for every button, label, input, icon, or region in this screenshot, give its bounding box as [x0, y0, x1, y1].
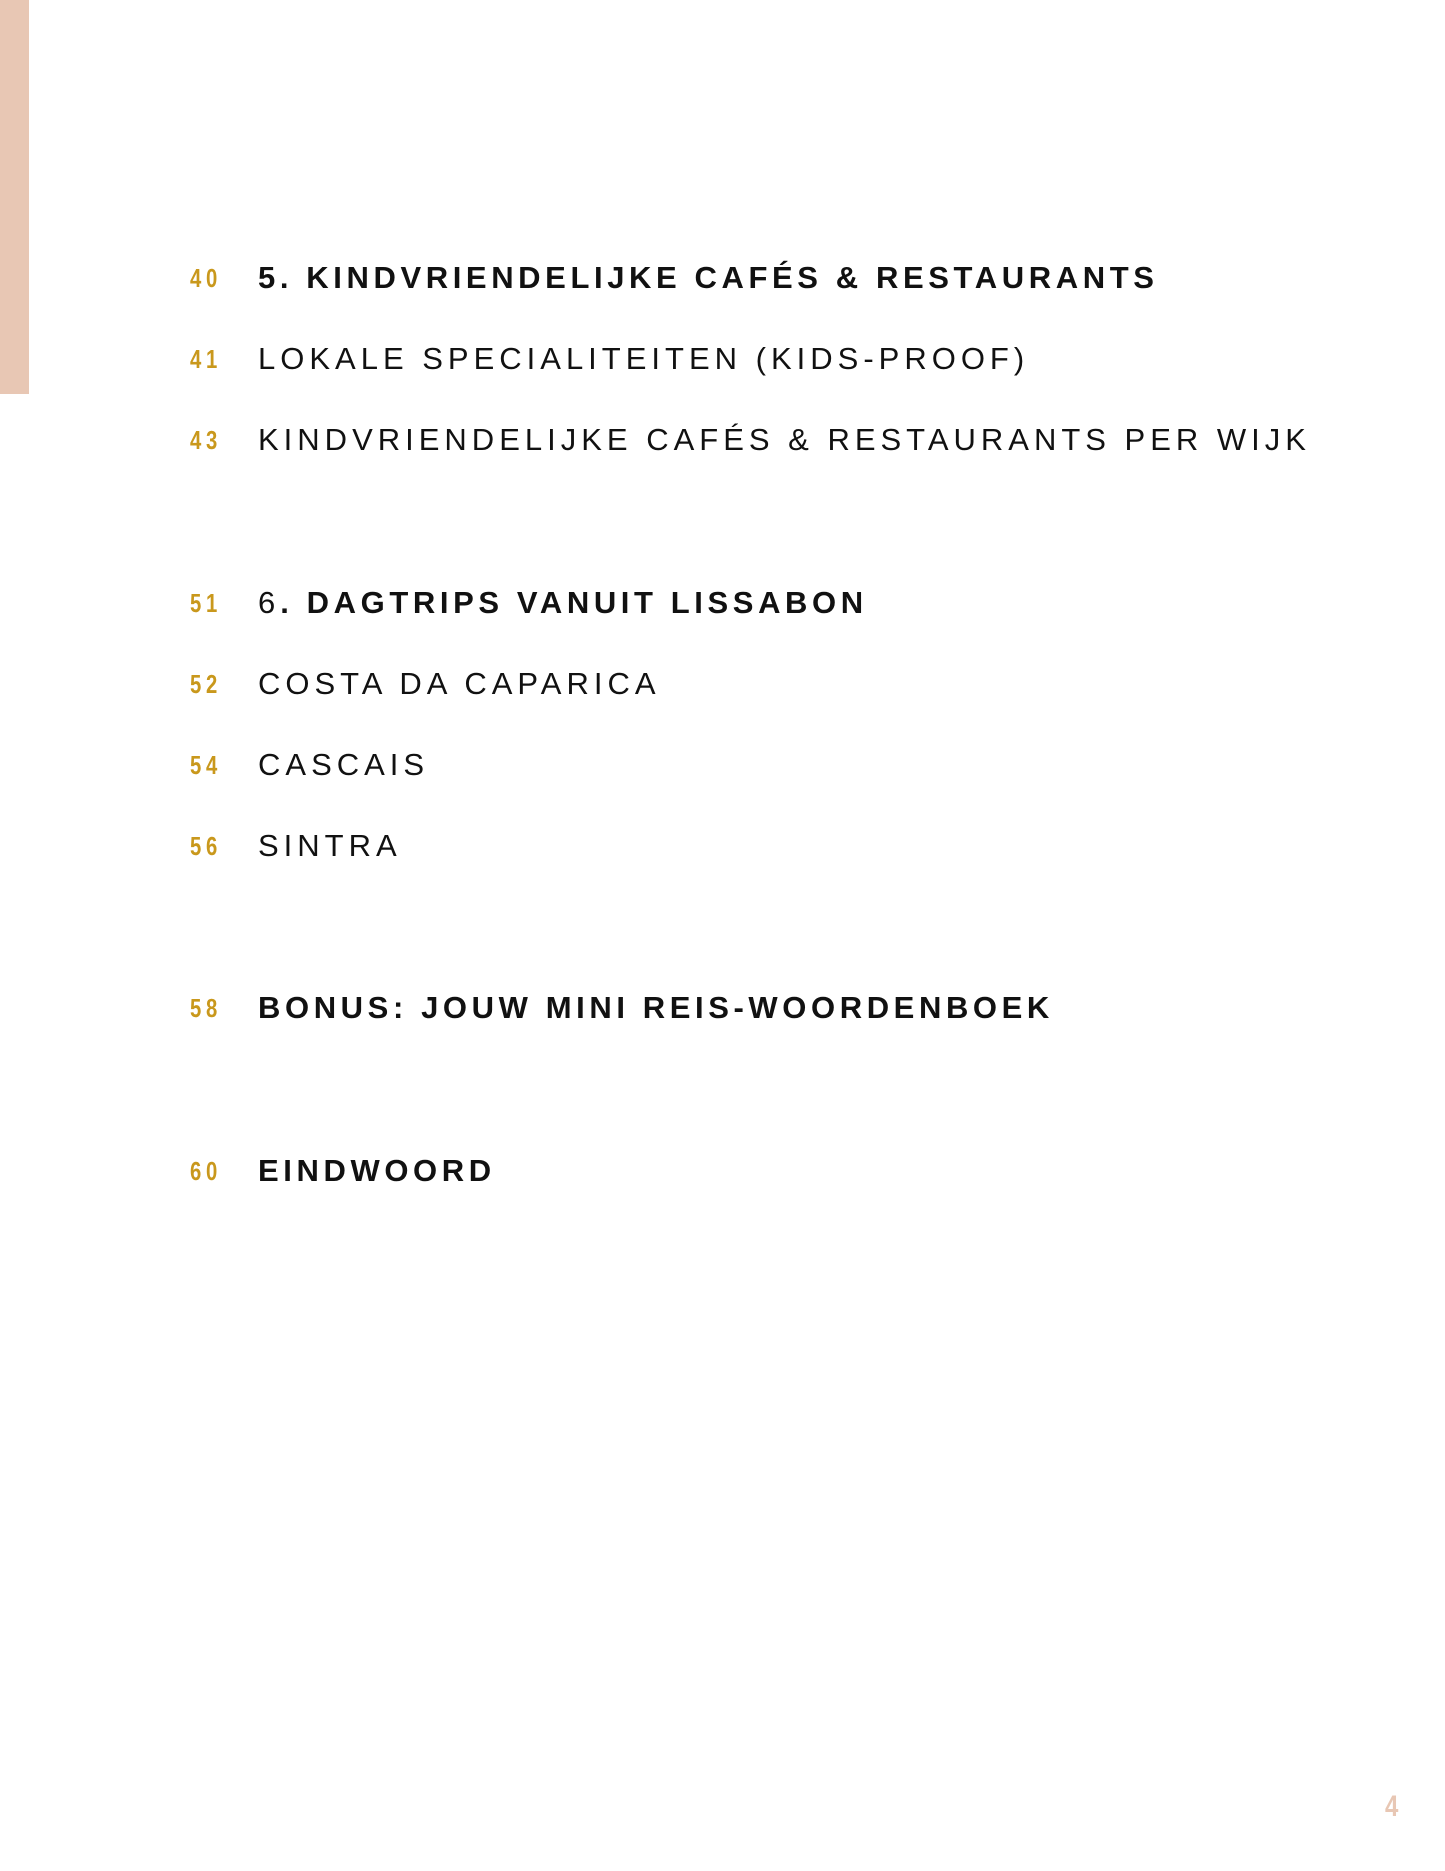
toc-entry-lokale-specialiteiten[interactable]	[190, 339, 1029, 379]
toc-entry-cascais[interactable]	[190, 745, 429, 785]
toc-chapter-number: 6	[258, 585, 281, 620]
toc-entry-sintra[interactable]	[190, 826, 402, 866]
toc-entry-chapter-5[interactable]	[190, 258, 1159, 298]
toc-page-number: 56	[190, 830, 222, 861]
toc-page-number: 41	[190, 343, 222, 374]
toc-entry-costa-da-caparica[interactable]	[190, 664, 661, 704]
toc-entry-bonus[interactable]	[190, 988, 1054, 1028]
toc-chapter-title: 5. KINDVRIENDELIJKE CAFÉS & RESTAURANTS	[258, 260, 1159, 295]
toc-chapter-name: . DAGTRIPS VANUIT LISSABON	[280, 585, 868, 620]
toc-page-number: 40	[190, 262, 222, 293]
toc-chapter-title: EINDWOORD	[258, 1153, 496, 1188]
toc-section-title: SINTRA	[258, 828, 402, 863]
toc-section-title: CASCAIS	[258, 747, 430, 782]
toc-section-title: LOKALE SPECIALITEITEN (KIDS-PROOF)	[258, 341, 1030, 376]
toc-page-number: 60	[190, 1155, 222, 1186]
toc-page-number: 51	[190, 587, 222, 618]
toc-section-title: KINDVRIENDELIJKE CAFÉS & RESTAURANTS PER WIJK	[258, 422, 1311, 457]
toc-page-number: 54	[190, 749, 222, 780]
toc-page-number: 52	[190, 668, 222, 699]
toc-chapter-title: BONUS: JOUW MINI REIS-WOORDENBOEK	[258, 990, 1054, 1025]
toc-entry-chapter-6[interactable]	[190, 583, 868, 623]
toc-section-title: COSTA DA CAPARICA	[258, 666, 661, 701]
toc-entry-cafes-per-wijk[interactable]	[190, 420, 1311, 460]
toc-entry-eindwoord[interactable]	[190, 1151, 496, 1191]
toc-page-number: 43	[190, 424, 222, 455]
page-number: 4	[1385, 1790, 1399, 1823]
toc-chapter-title	[258, 585, 868, 621]
toc-page-number: 58	[190, 992, 222, 1023]
